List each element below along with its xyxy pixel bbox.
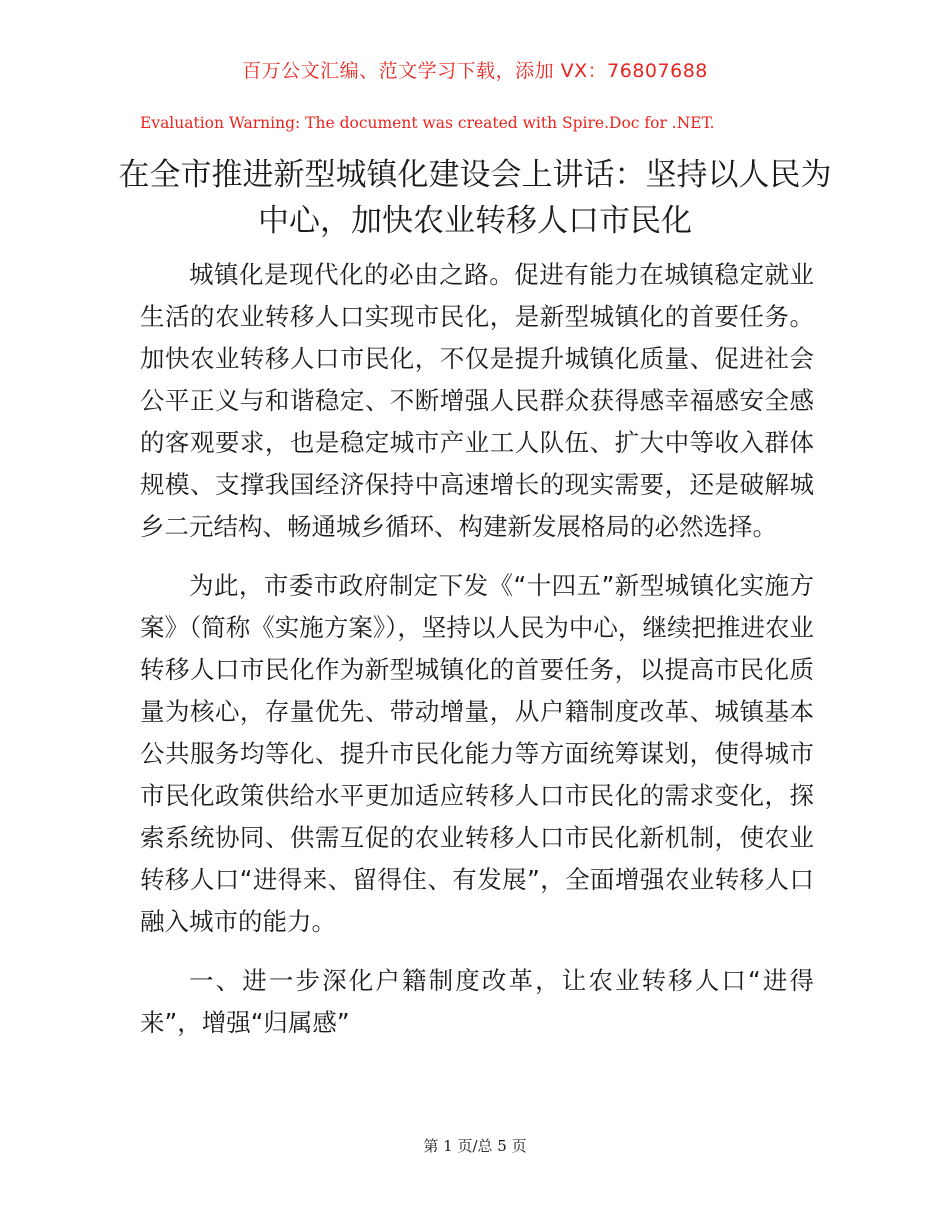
page-indicator: 第 1 页/总 5 页 <box>423 1137 527 1155</box>
header-banner: 百万公文汇编、范文学习下载，添加 VX：76807688 <box>242 60 708 82</box>
paragraph-2: 为此，市委市政府制定下发《“十四五”新型城镇化实施方案》（简称《实施方案》），坚持以人民为中心，继续把推进农业转移人口市民化作为新型城镇化的首要任务，以提高市民化质量为核心，存量优先、带动增量，从户籍制度改革、城镇基本公共服务均等化、提升市民化能力等方面统筹谋划，使得城市市民化政策供给水平更加适应转移人口市民化的需求变化，探索系统协同、供需互促的农业转移人口市民化新机制，使农业转移人口“进得来、留得住、有发展”，全面增强农业转移人口融入城市的能力。 <box>140 571 814 936</box>
paragraph-1: 城镇化是现代化的必由之路。促进有能力在城镇稳定就业生活的农业转移人口实现市民化，是新型城镇化的首要任务。加快农业转移人口市民化，不仅是提升城镇化质量、促进社会公平正义与和谐稳定、不断增强人民群众获得感幸福感安全感的客观要求，也是稳定城市产业工人队伍、扩大中等收入群体规模、支撑我国经济保持中高速增长的现实需要，还是破解城乡二元结构、畅通城乡循环、构建新发展格局的必然选择。 <box>140 260 814 541</box>
document-body <box>140 254 814 1061</box>
section-heading-1: 一、进一步深化户籍制度改革，让农业转移人口“进得来”，增强“归属感” <box>140 966 814 1037</box>
document-title: 在全市推进新型城镇化建设会上讲话：坚持以人民为中心，加快农业转移人口市民化 <box>118 157 832 239</box>
evaluation-warning: Evaluation Warning: The document was created with Spire.Doc for .NET. <box>140 114 715 132</box>
